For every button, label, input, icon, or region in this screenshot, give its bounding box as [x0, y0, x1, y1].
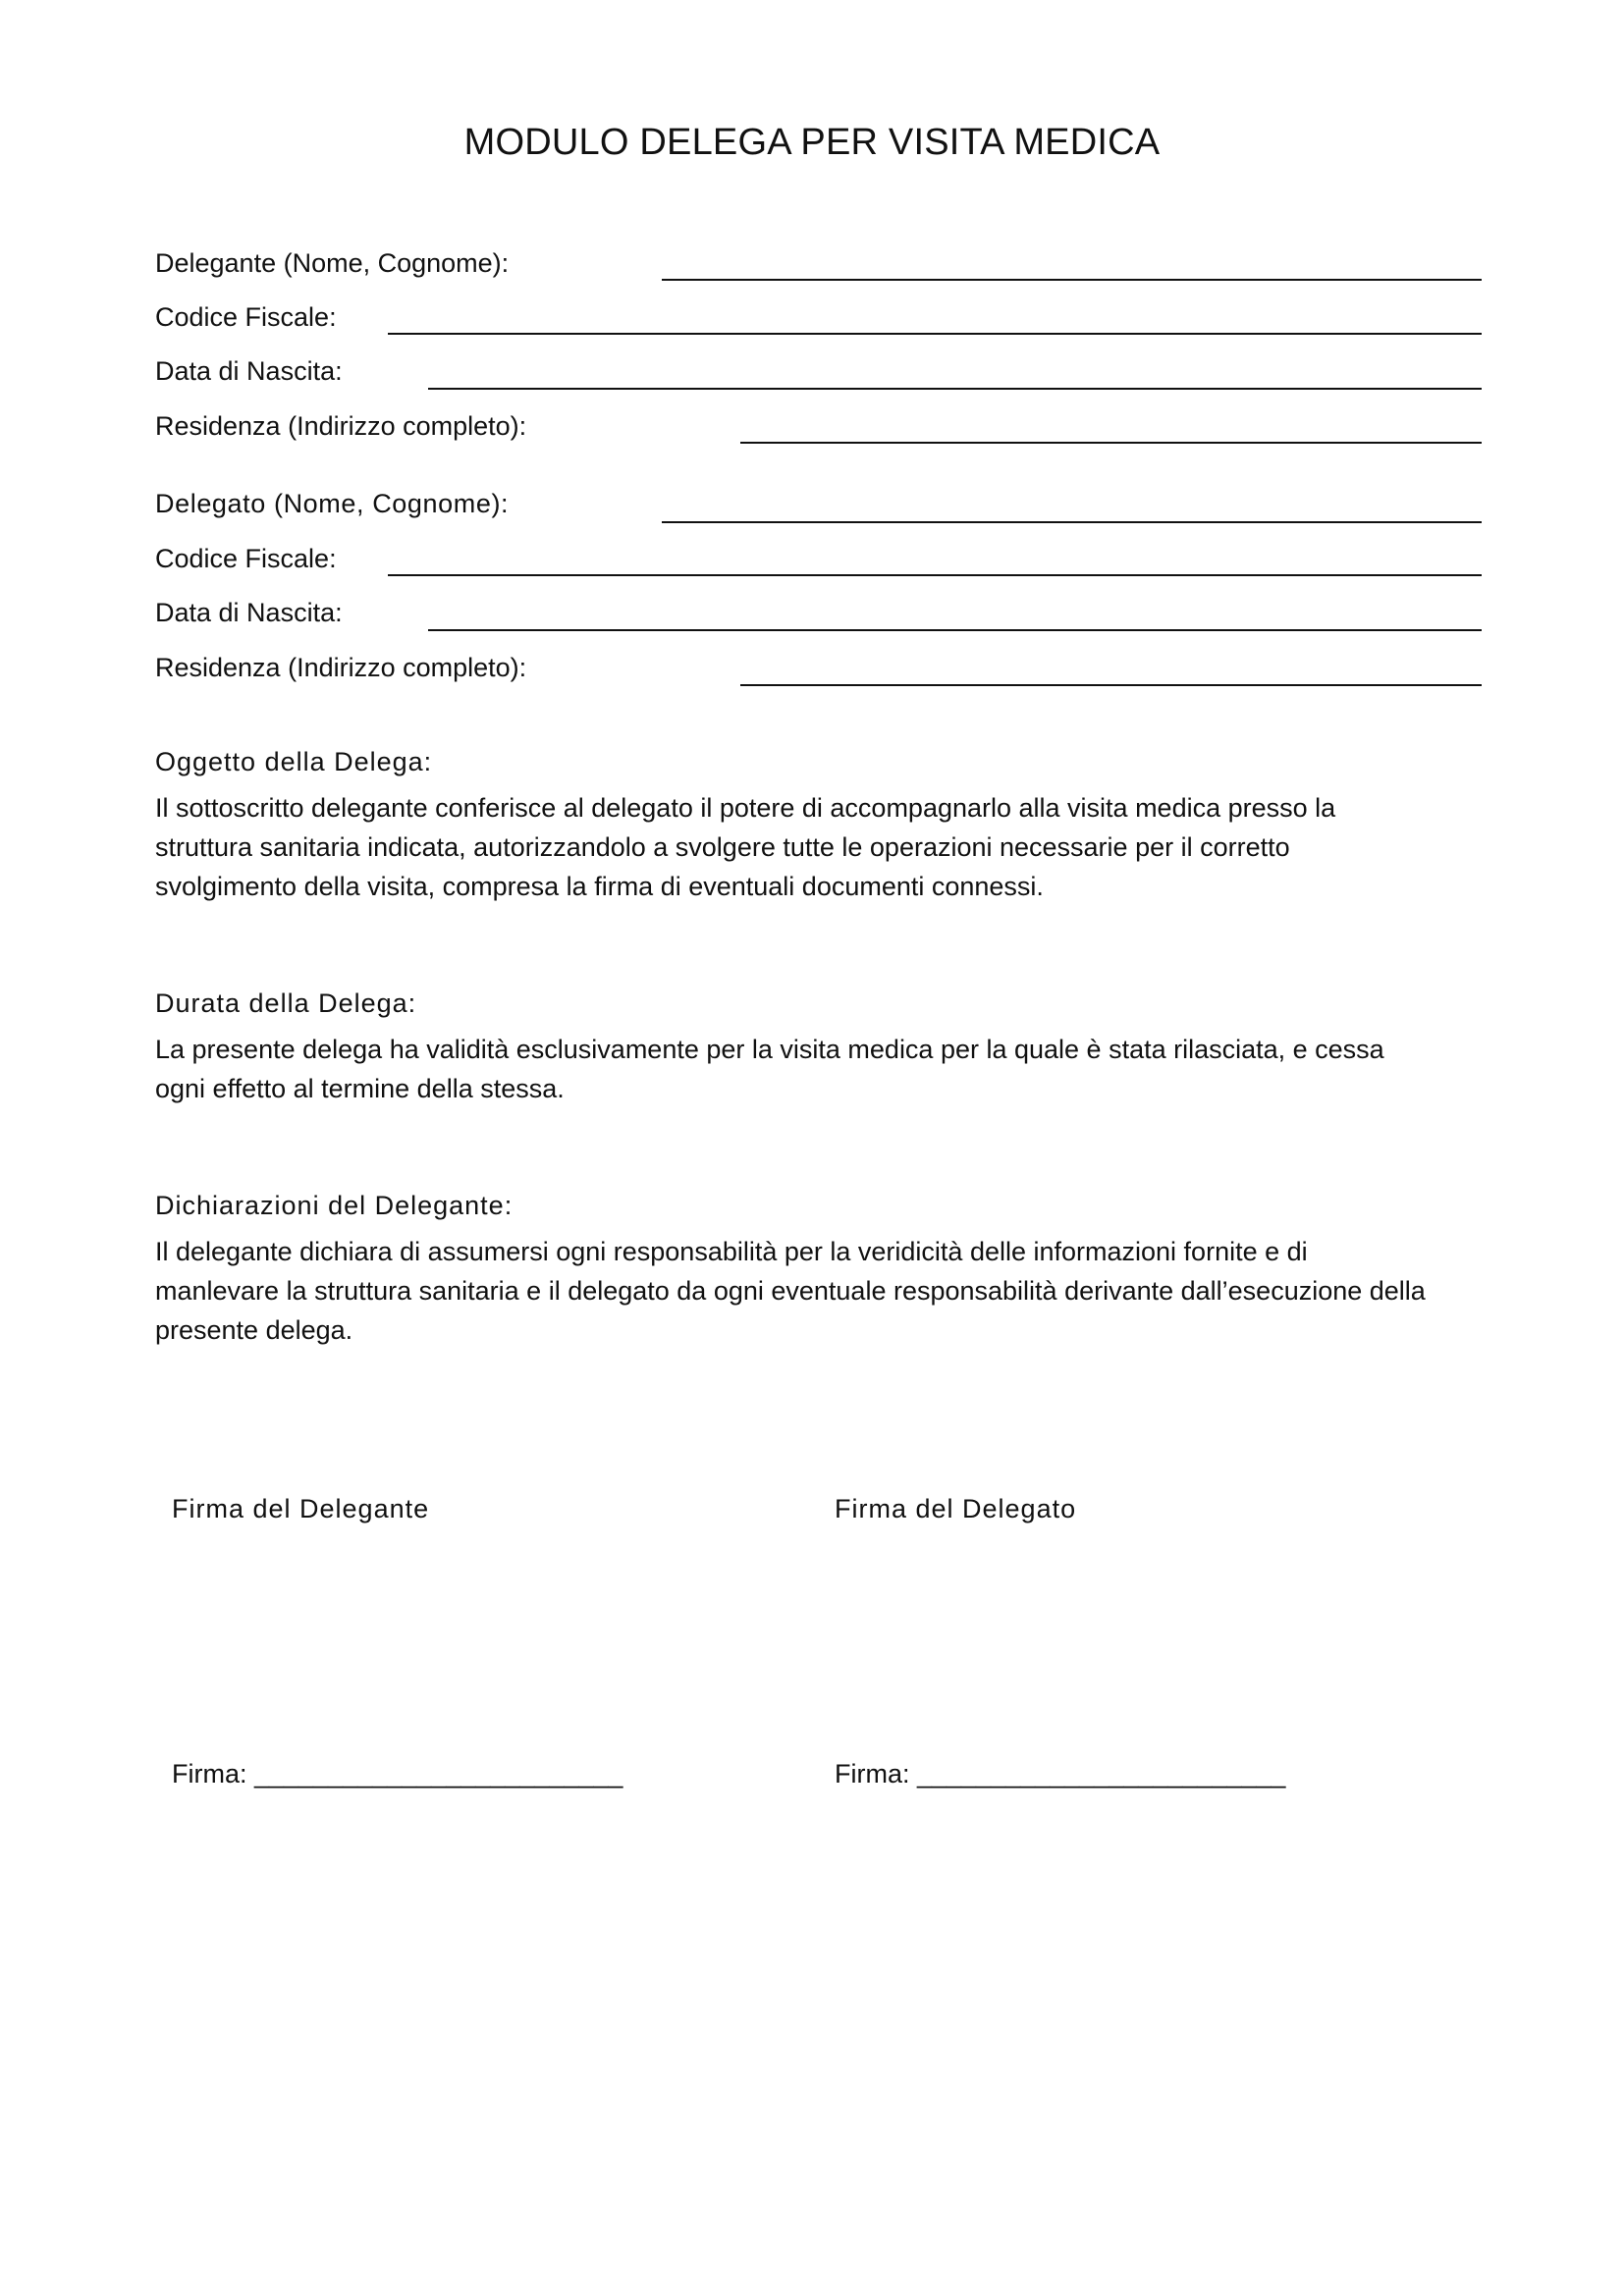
dichiarazioni-line: manlevare la struttura sanitaria e il delegato da ogni eventuale responsabilità derivante dall’esecuzione della — [155, 1276, 1426, 1306]
oggetto-line: struttura sanitaria indicata, autorizzandolo a svolgere tutte le operazioni necessarie per il corretto — [155, 832, 1290, 862]
oggetto-line: Il sottoscritto delegante conferisce al delegato il potere di accompagnarlo alla visita medica presso la — [155, 793, 1336, 823]
delegante-cf-field[interactable] — [388, 333, 1482, 335]
delegato-cf-label: Codice Fiscale: — [155, 544, 337, 573]
firma-delegante-field[interactable]: Firma: _________________________ — [172, 1759, 623, 1789]
firma-delegante-heading: Firma del Delegante — [172, 1494, 430, 1523]
oggetto-body — [155, 788, 1490, 906]
delegato-name-label: Delegato (Nome, Cognome): — [155, 489, 510, 518]
document-title: MODULO DELEGA PER VISITA MEDICA — [463, 122, 1161, 163]
firma-delegato-heading: Firma del Delegato — [835, 1494, 1077, 1523]
delegato-address-field[interactable] — [740, 684, 1482, 686]
dichiarazioni-body — [155, 1232, 1490, 1350]
dichiarazioni-line: presente delega. — [155, 1315, 353, 1345]
delegante-birth-field[interactable] — [428, 388, 1482, 390]
dichiarazioni-line: Il delegante dichiara di assumersi ogni responsabilità per la veridicità delle informazioni fornite e di — [155, 1237, 1308, 1266]
delegante-name-label: Delegante (Nome, Cognome): — [155, 248, 510, 278]
delegato-birth-label: Data di Nascita: — [155, 598, 343, 627]
delegato-cf-field[interactable] — [388, 574, 1482, 576]
delegante-birth-label: Data di Nascita: — [155, 356, 343, 386]
oggetto-heading: Oggetto della Delega: — [155, 747, 433, 776]
delegato-name-field[interactable] — [662, 521, 1482, 523]
delegato-address-label: Residenza (Indirizzo completo): — [155, 653, 527, 682]
durata-body — [155, 1030, 1490, 1108]
durata-line: ogni effetto al termine della stessa. — [155, 1074, 565, 1103]
firma-delegato-field[interactable]: Firma: _________________________ — [835, 1759, 1286, 1789]
delegante-address-label: Residenza (Indirizzo completo): — [155, 411, 527, 441]
durata-line: La presente delega ha validità esclusivamente per la visita medica per la quale è stata rilasciata, e cessa — [155, 1035, 1384, 1064]
oggetto-line: svolgimento della visita, compresa la firma di eventuali documenti connessi. — [155, 872, 1044, 901]
delegante-name-field[interactable] — [662, 279, 1482, 281]
delegato-birth-field[interactable] — [428, 629, 1482, 631]
delegante-address-field[interactable] — [740, 442, 1482, 444]
delegante-cf-label: Codice Fiscale: — [155, 302, 337, 332]
dichiarazioni-heading: Dichiarazioni del Delegante: — [155, 1191, 514, 1220]
durata-heading: Durata della Delega: — [155, 988, 417, 1018]
